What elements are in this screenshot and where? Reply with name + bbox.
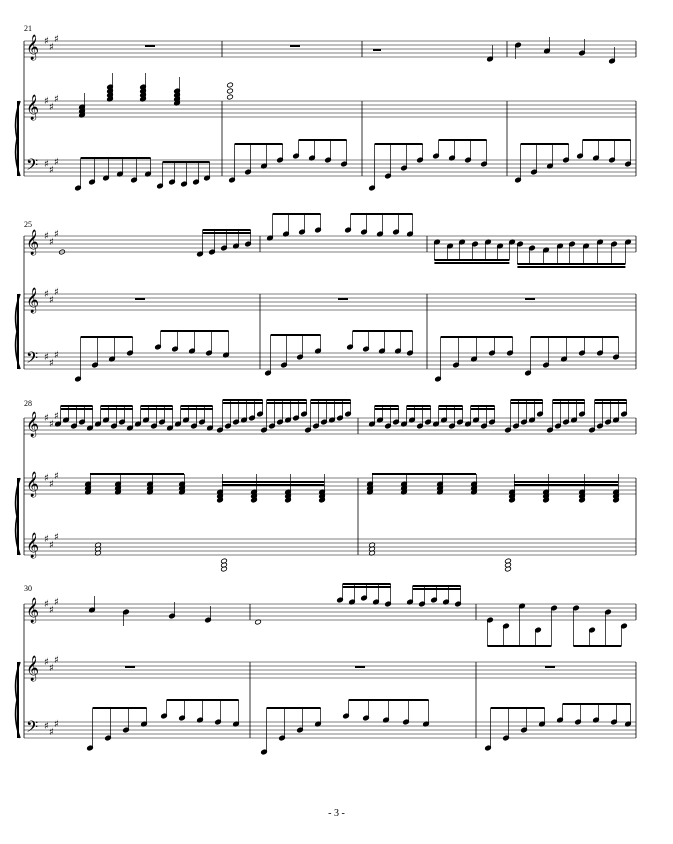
sharp-icon: ♯ <box>49 663 54 674</box>
whole-rest <box>338 298 348 300</box>
whole-rest <box>145 45 155 47</box>
treble-clef-icon: 𝄞 <box>26 533 40 558</box>
notehead <box>227 88 234 94</box>
sharp-icon: ♯ <box>54 597 59 608</box>
notehead <box>227 82 234 88</box>
sharp-icon: ♯ <box>49 295 54 306</box>
half-rest <box>373 49 381 51</box>
sharp-icon: ♯ <box>44 36 49 47</box>
page-number: - 3 - <box>328 808 345 819</box>
sharp-icon: ♯ <box>44 289 49 300</box>
treble-clef-icon: 𝄞 <box>26 288 40 313</box>
staff <box>24 662 636 678</box>
measure-number-30: 30 <box>24 584 32 593</box>
sharp-icon: ♯ <box>44 352 49 363</box>
sharp-icon: ♯ <box>54 471 59 482</box>
whole-rest <box>290 45 300 47</box>
sharp-icon: ♯ <box>49 540 54 551</box>
sharp-icon: ♯ <box>49 605 54 616</box>
whole-rest <box>525 298 535 300</box>
sharp-icon: ♯ <box>54 287 59 298</box>
whole-rest <box>355 666 365 668</box>
sharp-icon: ♯ <box>49 727 54 738</box>
sharp-icon: ♯ <box>44 473 49 484</box>
sharp-icon: ♯ <box>44 657 49 668</box>
staff <box>24 101 636 117</box>
treble-clef-icon: 𝄞 <box>26 598 40 623</box>
sharp-icon: ♯ <box>54 34 59 45</box>
sharp-icon: ♯ <box>49 479 54 490</box>
staff <box>24 604 636 620</box>
measure-number-28: 28 <box>24 399 32 408</box>
sharp-icon: ♯ <box>49 358 54 369</box>
treble-clef-icon: 𝄞 <box>26 230 40 255</box>
staff <box>24 539 636 555</box>
sharp-icon: ♯ <box>44 96 49 107</box>
treble-clef-icon: 𝄞 <box>26 472 40 497</box>
sharp-icon: ♯ <box>54 719 59 730</box>
measure-number-25: 25 <box>24 220 32 229</box>
sharp-icon: ♯ <box>49 165 54 176</box>
sharp-icon: ♯ <box>49 237 54 248</box>
staff <box>24 294 636 310</box>
bass-clef-icon: 𝄢 <box>26 349 39 371</box>
sharp-icon: ♯ <box>54 350 59 361</box>
bass-clef-icon: 𝄢 <box>26 718 39 740</box>
sharp-icon: ♯ <box>49 42 54 53</box>
sharp-icon: ♯ <box>44 159 49 170</box>
sharp-icon: ♯ <box>44 231 49 242</box>
sharp-icon: ♯ <box>54 532 59 543</box>
sharp-icon: ♯ <box>54 411 59 422</box>
measure-number-21: 21 <box>24 24 32 33</box>
sharp-icon: ♯ <box>44 599 49 610</box>
sharp-icon: ♯ <box>44 413 49 424</box>
sharp-icon: ♯ <box>49 102 54 113</box>
sharp-icon: ♯ <box>54 655 59 666</box>
bass-clef-icon: 𝄢 <box>26 156 39 178</box>
whole-rest <box>125 666 135 668</box>
sharp-icon: ♯ <box>44 534 49 545</box>
staff <box>24 160 636 176</box>
sharp-icon: ♯ <box>44 721 49 732</box>
whole-rest <box>545 666 555 668</box>
staff <box>24 41 636 57</box>
sharp-icon: ♯ <box>49 419 54 430</box>
treble-clef-icon: 𝄞 <box>26 95 40 120</box>
treble-clef-icon: 𝄞 <box>26 35 40 60</box>
sharp-icon: ♯ <box>54 229 59 240</box>
sharp-icon: ♯ <box>54 157 59 168</box>
whole-rest <box>135 298 145 300</box>
treble-clef-icon: 𝄞 <box>26 412 40 437</box>
notehead <box>227 94 234 100</box>
treble-clef-icon: 𝄞 <box>26 656 40 681</box>
sharp-icon: ♯ <box>54 94 59 105</box>
